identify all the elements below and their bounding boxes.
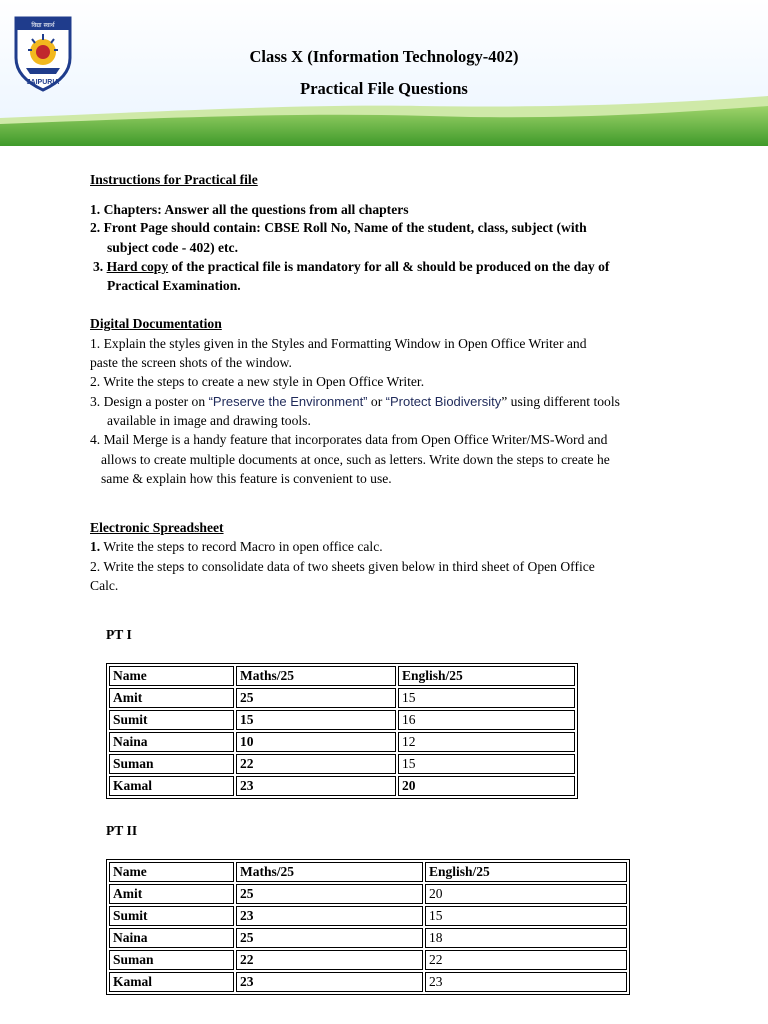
name-cell: Suman	[109, 754, 234, 774]
table-row	[109, 972, 627, 992]
name-cell: Naina	[109, 732, 234, 752]
name-cell: Sumit	[109, 906, 234, 926]
header-cell: English/25	[425, 862, 627, 882]
digital-q3: 3. Design a poster on “Preserve the Environment” or “Protect Biodiversity” using different tools	[90, 394, 620, 409]
english-cell: 15	[398, 688, 575, 708]
svg-text:विद्या स्वार्थ: विद्या स्वार्थ	[31, 22, 55, 29]
digital-q2: 2. Write the steps to create a new style in Open Office Writer.	[90, 374, 425, 389]
name-cell: Amit	[109, 884, 234, 904]
digital-q4: 4. Mail Merge is a handy feature that incorporates data from Open Office Writer/MS-Word and	[90, 432, 608, 447]
name-cell: Amit	[109, 688, 234, 708]
table-row	[109, 688, 575, 708]
pt1-table	[106, 663, 578, 799]
spreadsheet-heading: Electronic Spreadsheet	[90, 520, 224, 535]
maths-cell: 23	[236, 906, 423, 926]
header-cell: Name	[109, 666, 234, 686]
spreadsheet-q2-cont: Calc.	[90, 578, 119, 593]
instruction-item-2: 2. Front Page should contain: CBSE Roll No, Name of the student, class, subject (with	[90, 220, 587, 235]
header-cell: Name	[109, 862, 234, 882]
table-row	[109, 906, 627, 926]
english-cell: 15	[425, 906, 627, 926]
english-cell: 12	[398, 732, 575, 752]
digital-documentation-heading: Digital Documentation	[90, 316, 222, 331]
header-cell: Maths/25	[236, 666, 396, 686]
instruction-item-3-cont: Practical Examination.	[107, 278, 241, 293]
english-cell: 23	[425, 972, 627, 992]
maths-cell: 23	[236, 776, 396, 796]
maths-cell: 15	[236, 710, 396, 730]
table-header-row	[109, 666, 575, 686]
english-cell: 20	[425, 884, 627, 904]
english-cell: 18	[425, 928, 627, 948]
maths-cell: 22	[236, 754, 396, 774]
digital-q4-cont-1: allows to create multiple documents at once, such as letters. Write down the steps to create he	[101, 452, 610, 467]
digital-q3-cont: available in image and drawing tools.	[107, 413, 311, 428]
instruction-item-2-cont: subject code - 402) etc.	[107, 240, 238, 255]
english-cell: 20	[398, 776, 575, 796]
pt2-table	[106, 859, 630, 995]
header-cell: English/25	[398, 666, 575, 686]
name-cell: Suman	[109, 950, 234, 970]
maths-cell: 23	[236, 972, 423, 992]
digital-q1: 1. Explain the styles given in the Styles and Formatting Window in Open Office Writer and	[90, 336, 587, 351]
spreadsheet-q1: 1. Write the steps to record Macro in open office calc.	[90, 539, 383, 554]
table-header-row	[109, 862, 627, 882]
header-banner	[0, 0, 768, 146]
hard-copy-link[interactable]: Hard copy	[106, 259, 169, 274]
name-cell: Kamal	[109, 972, 234, 992]
digital-q1-cont: paste the screen shots of the window.	[90, 355, 292, 370]
maths-cell: 10	[236, 732, 396, 752]
name-cell: Sumit	[109, 710, 234, 730]
english-cell: 22	[425, 950, 627, 970]
table-row	[109, 950, 627, 970]
table-row	[109, 776, 575, 796]
maths-cell: 25	[236, 688, 396, 708]
header-wave-graphic	[0, 0, 768, 146]
page-subtitle: Practical File Questions	[300, 79, 468, 98]
name-cell: Naina	[109, 928, 234, 948]
table-row	[109, 754, 575, 774]
maths-cell: 25	[236, 928, 423, 948]
pt1-label: PT I	[106, 627, 132, 642]
svg-text:JAIPURIA: JAIPURIA	[26, 79, 60, 86]
english-cell: 15	[398, 754, 575, 774]
table-row	[109, 710, 575, 730]
maths-cell: 22	[236, 950, 423, 970]
page-title: Class X (Information Technology-402)	[249, 47, 519, 66]
maths-cell: 25	[236, 884, 423, 904]
digital-q4-cont-2: same & explain how this feature is convenient to use.	[101, 471, 392, 486]
instructions-heading: Instructions for Practical file	[90, 172, 258, 187]
english-cell: 16	[398, 710, 575, 730]
spreadsheet-q2: 2. Write the steps to consolidate data of two sheets given below in third sheet of Open Office	[90, 559, 595, 574]
instruction-item-1: 1. Chapters: Answer all the questions from all chapters	[90, 202, 409, 217]
pt2-label: PT II	[106, 823, 138, 838]
header-cell: Maths/25	[236, 862, 423, 882]
table-row	[109, 884, 627, 904]
name-cell: Kamal	[109, 776, 234, 796]
table-row	[109, 732, 575, 752]
table-row	[109, 928, 627, 948]
instruction-item-3: 3. Hard copy of the practical file is mandatory for all & should be produced on the day of	[93, 259, 610, 274]
